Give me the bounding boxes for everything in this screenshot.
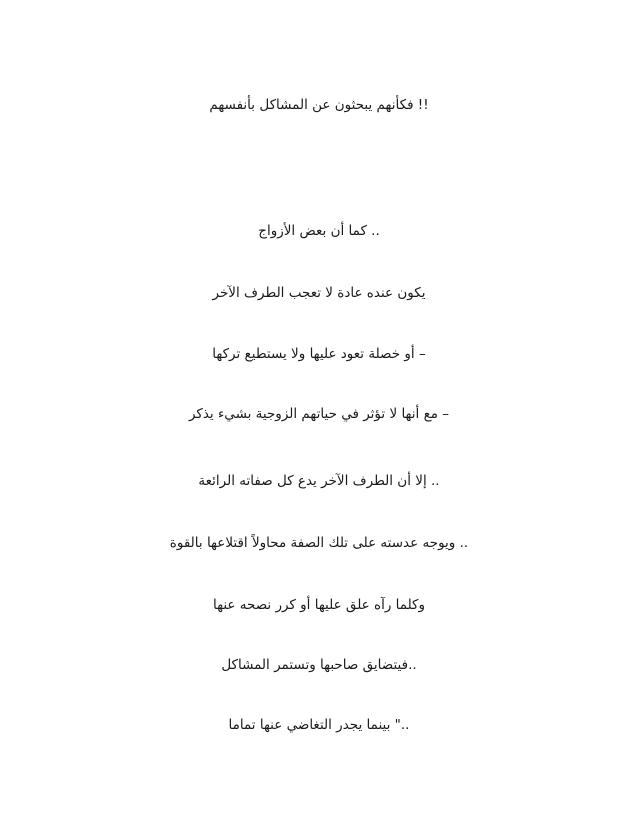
text-line: – أو خصلة تعود عليها ولا يستطيع تركها (212, 346, 426, 362)
text-line: !! فكأنهم يبحثون عن المشاكل بأنفسهم (209, 97, 429, 113)
text-line: ..فيتضايق صاحبها وتستمر المشاكل (221, 657, 417, 673)
text-line: وكلما رآه علق عليها أو كرر نصحه عنها (213, 597, 425, 613)
text-line: .. إلا أن الطرف الآخر يدع كل صفاته الرائعة (198, 473, 440, 489)
text-line: .. كما أن بعض الأزواج (258, 223, 380, 239)
text-line: يكون عنده عادة لا تعجب الطرف الآخر (212, 285, 426, 301)
text-line: – مع أنها لا تؤثر في حياتهم الزوجية بشيء يذكر (188, 406, 450, 422)
text-line: .. ويوجه عدسته على تلك الصفة محاولاً اقتلاعها بالقوة (169, 535, 469, 551)
text-line: .." بينما يجدر التغاضي عنها تماما (228, 717, 410, 733)
